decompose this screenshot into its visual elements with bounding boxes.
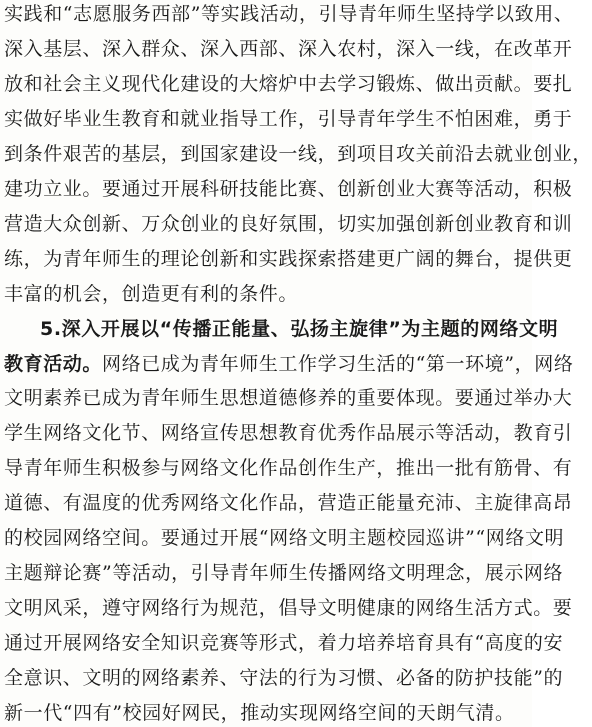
paragraph-line: 文明素养已成为青年师生思想道德修养的重要体现。要通过举办大 — [4, 387, 573, 409]
paragraph-line: 导青年师生积极参与网络文化作品创作生产，推出一批有筋骨、有 — [4, 457, 573, 479]
paragraph-line: 放和社会主义现代化建设的大熔炉中去学习锻炼、做出贡献。要扎 — [4, 73, 573, 95]
paragraph-line: 深入基层、深入群众、深入西部、深入农村，深入一线，在改革开 — [4, 38, 573, 60]
paragraph-line: 建功立业。要通过开展科研技能比赛、创新创业大赛等活动，积极 — [4, 178, 573, 200]
paragraph-line: 实践和“志愿服务西部”等实践活动，引导青年师生坚持学以致用、 — [4, 3, 574, 25]
paragraph-line: 道德、有温度的优秀网络文化作品，营造正能量充沛、主旋律高昂 — [4, 492, 573, 514]
paragraph-text: 网络已成为青年师生工作学习生活的“第一环境”，网络 — [102, 353, 574, 375]
section-heading: 5.深入开展以“传播正能量、弘扬主旋律”为主题的网络文明 — [40, 318, 559, 340]
section-heading-continuation: 教育活动。 — [4, 353, 103, 375]
paragraph-line: 主题辩论赛”等活动，引导青年师生传播网络文明理念，展示网络 — [4, 562, 564, 584]
paragraph-line — [4, 352, 574, 376]
paragraph-line: 学生网络文化节、网络宣传思想教育优秀作品展示等活动，教育引 — [4, 422, 573, 444]
paragraph-line: 练，为青年师生的理论创新和实践探索搭建更广阔的舞台，提供更 — [4, 248, 573, 270]
paragraph-line: 新一代“四有”校园好网民，推动实现网络空间的天朗气清。 — [4, 702, 515, 724]
paragraph-line: 的校园网络空间。要通过开展“网络文明主题校园巡讲”“网络文明 — [4, 527, 565, 549]
paragraph-line: 全意识、文明的网络素养、守法的行为习惯、必备的防护技能”的 — [4, 667, 564, 689]
paragraph-line: 实做好毕业生教育和就业指导工作，引导青年学生不怕困难，勇于 — [4, 108, 573, 130]
paragraph-line: 到条件艰苦的基层，到国家建设一线，到项目攻关前沿去就业创业， — [4, 143, 592, 165]
paragraph-line: 营造大众创新、万众创业的良好氛围，切实加强创新创业教育和训 — [4, 213, 573, 235]
paragraph-line: 通过开展网络安全知识竞赛等形式，着力培养培育具有“高度的安 — [4, 632, 564, 654]
paragraph-line: 丰富的机会，创造更有利的条件。 — [4, 283, 299, 305]
paragraph-line: 文明风采，遵守网络行为规范，倡导文明健康的网络生活方式。要 — [4, 597, 573, 619]
